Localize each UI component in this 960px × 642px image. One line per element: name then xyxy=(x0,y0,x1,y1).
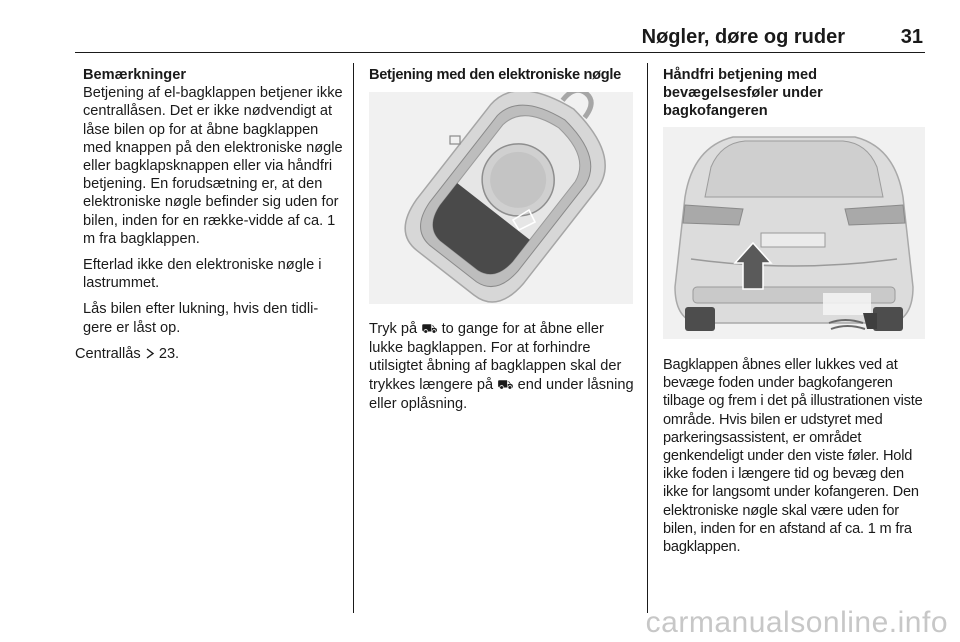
tailgate-icon: ⛟ xyxy=(497,377,514,393)
key-fob-illustration xyxy=(369,92,633,304)
chapter-title: Nøgler, døre og ruder xyxy=(641,26,845,48)
column-divider xyxy=(647,63,648,613)
column-2-body xyxy=(369,320,635,421)
body-text: end under låsning eller oplåsning. xyxy=(369,376,634,412)
body-paragraph: Bagklappen åbnes eller lukkes ved at bevæge foden under bagkofangeren tilbage og frem i det på illustrationen viste område. Hvis bilen er udstyret med parkeringsassistent, er området genkendeligt under den viste føler. Hold ikke foden i længere tid og bevæg den ikke for langsomt under kofangeren. Den elektroniske nøgle skal være uden for bilen, inden for en afstand af ca. 1 m fra bagklappen. xyxy=(663,357,923,556)
note-box xyxy=(75,66,347,337)
column-3-body xyxy=(663,356,929,564)
reference-page: 23. xyxy=(158,345,180,362)
column-1 xyxy=(75,66,347,371)
note-title: Bemærkninger xyxy=(83,67,186,83)
heading-line: bagkofangeren xyxy=(663,103,768,120)
column-3 xyxy=(663,66,927,121)
body-text: to gange for at åbne eller lukke bagklappen. For at forhindre utilsigtet åbning af bagklappen skal der trykkes længere på xyxy=(369,321,622,393)
page-header xyxy=(75,22,925,53)
section-heading xyxy=(663,66,927,121)
body-paragraph xyxy=(369,320,635,413)
heading-line: bevægelsesføler under xyxy=(663,85,823,102)
column-2 xyxy=(369,66,635,92)
reference-label: Centrallås xyxy=(75,345,141,362)
reference-arrow-icon xyxy=(145,348,155,359)
watermark: carmanualsonline.info xyxy=(645,606,948,639)
heading-line: Håndfri betjening med xyxy=(663,67,818,83)
note-paragraph: Efterlad ikke den elektroniske nøgle i lastrummet. xyxy=(83,257,322,292)
note-paragraph: Lås bilen efter lukning, hvis den tidli-gere er låst op. xyxy=(83,301,319,336)
tailgate-icon: ⛟ xyxy=(421,322,438,337)
section-heading: Betjening med den elektroniske nøgle xyxy=(369,67,621,83)
note-paragraph: Betjening af el-bagklappen betjener ikke centrallåsen. Det er ikke nødvendigt at låse bilen op for at åbne bagklappen med knappen på den elektroniske nøgle eller bagklapsknappen eller via håndfri betjening. En forudsætning er, at den elektroniske nøgle befinder sig uden for bilen, inden for en række-vidde af ca. 1 m fra bagklappen. xyxy=(83,85,343,247)
body-text: Tryk på xyxy=(369,321,418,337)
column-divider xyxy=(353,63,354,613)
car-rear-illustration xyxy=(663,127,925,339)
page-number: 31 xyxy=(900,26,923,48)
cross-reference[interactable] xyxy=(75,345,347,363)
